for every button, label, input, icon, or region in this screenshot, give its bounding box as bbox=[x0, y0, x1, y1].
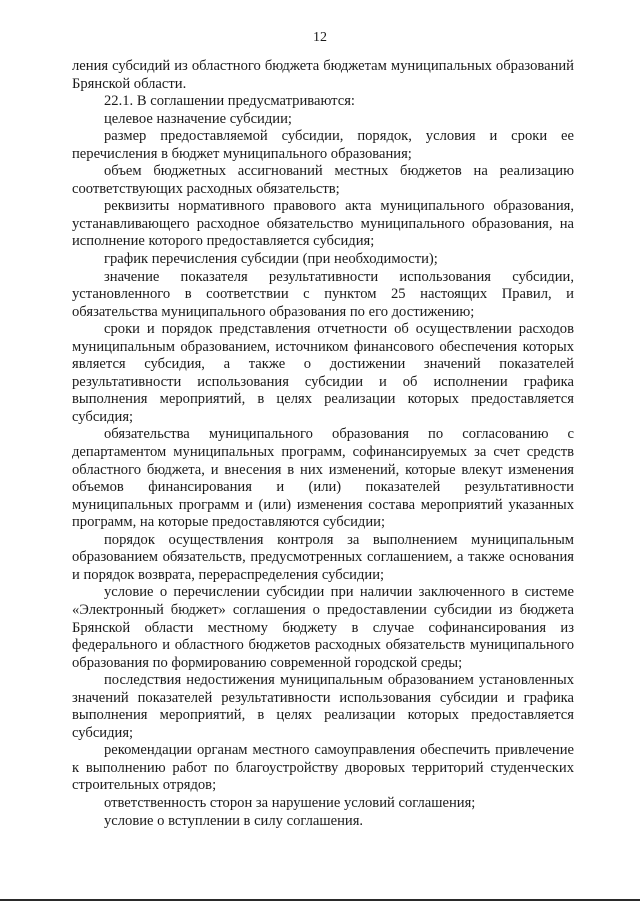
paragraph-item: порядок осуществления контроля за выполнением муниципальным образованием обязательств, предусмотренных соглашением, а также основания и порядок возврата, перераспределения субсидии; bbox=[72, 531, 574, 583]
paragraph-item: рекомендации органам местного самоуправления обеспечить привлечение к выполнению работ по благоустройству дворовых территорий студенческих строительных отрядов; bbox=[72, 742, 574, 794]
paragraph-item: сроки и порядок представления отчетности об осуществлении расходов муниципальным образованием, источником финансового обеспечения которых является субсидия, а также о достижении значений показателей результативности использования субсидии и об исполнении графика выполнения мероприятий, в целях реализации которых предоставляется субсидия; bbox=[72, 321, 574, 425]
paragraph-continuation: ления субсидий из областного бюджета бюджетам муниципальных образований Брянской области. bbox=[72, 58, 574, 92]
paragraph-item: последствия недостижения муниципальным образованием установленных значений показателей результативности использования субсидии и графика выполнения мероприятий, в целях реализации которых предоставляется субсидия; bbox=[72, 672, 574, 741]
paragraph-item: условие о перечислении субсидии при наличии заключенного в системе «Электронный бюджет» соглашения о предоставлении субсидии из бюджета Брянской области местному бюджету в случае софинансирования из федерального и областного бюджетов расходных обязательств муниципального образования по формированию современной городской среды; bbox=[72, 584, 574, 671]
paragraph-item: размер предоставляемой субсидии, порядок, условия и сроки ее перечисления в бюджет муниципального образования; bbox=[72, 128, 574, 162]
paragraph-item: объем бюджетных ассигнований местных бюджетов на реализацию соответствующих расходных обязательств; bbox=[72, 163, 574, 197]
paragraph-item: условие о вступлении в силу соглашения. bbox=[104, 812, 364, 829]
paragraph-item: значение показателя результативности использования субсидии, установленного в соответствии с пунктом 25 настоящих Правил, и обязательства муниципального образования по его достижению; bbox=[72, 268, 574, 320]
paragraph-section-22-1: 22.1. В соглашении предусматриваются: bbox=[104, 93, 355, 110]
paragraph-item: ответственность сторон за нарушение условий соглашения; bbox=[104, 794, 476, 811]
paragraph-item: обязательства муниципального образования по согласованию с департаментом муниципальных программ, софинансируемых за счет средств областного бюджета, и внесения в них изменений, которые влекут изменения объемов финансирования и (или) показателей результативности муниципальных программ и (или) изменения состава мероприятий указанных программ, на которые предоставляются субсидии; bbox=[72, 426, 574, 531]
page-bottom-rule bbox=[0, 899, 640, 901]
page-number: 12 bbox=[313, 30, 327, 45]
paragraph-item: реквизиты нормативного правового акта муниципального образования, устанавливающего расходное обязательство муниципального образования, на исполнение которого предоставляется субсидия; bbox=[72, 198, 574, 250]
document-body bbox=[72, 58, 574, 830]
paragraph-item: целевое назначение субсидии; bbox=[104, 110, 292, 127]
paragraph-item: график перечисления субсидии (при необходимости); bbox=[104, 251, 438, 268]
